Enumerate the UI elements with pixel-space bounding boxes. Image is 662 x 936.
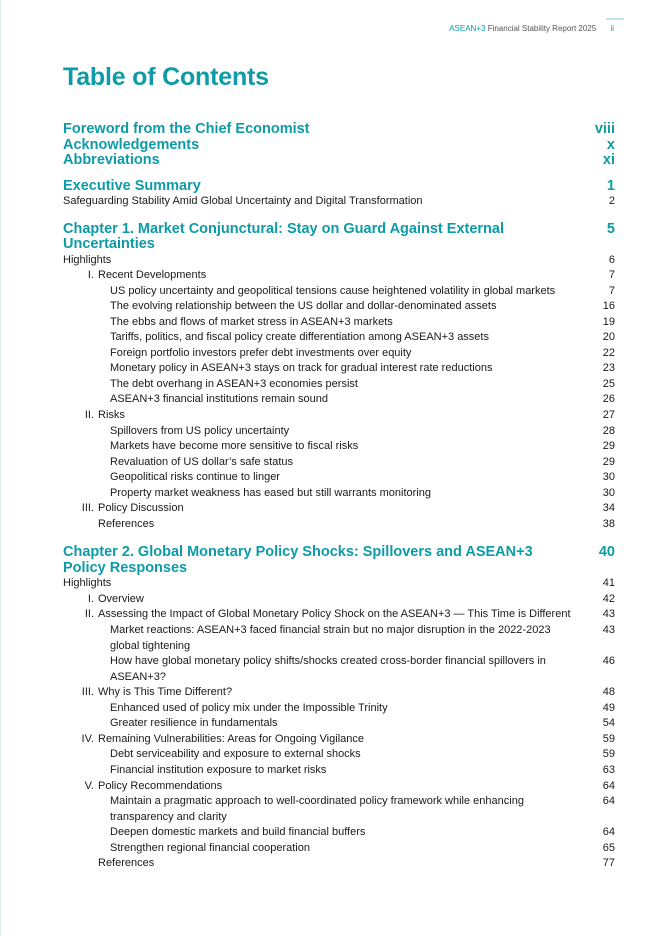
toc-entry-label: Highlights — [63, 253, 112, 266]
toc-entry[interactable] — [63, 763, 615, 779]
toc-entry[interactable] — [63, 268, 615, 284]
toc-entry-page: 6 — [608, 253, 615, 266]
toc-entry-label: Deepen domestic markets and build financial buffers — [110, 826, 366, 839]
toc-entry[interactable] — [63, 455, 615, 471]
toc-entry[interactable] — [63, 779, 615, 795]
toc-entry-label: Tariffs, politics, and fiscal policy create differentiation among ASEAN+3 assets — [110, 331, 489, 344]
toc-entry[interactable] — [63, 346, 615, 362]
toc-entry-text: Policy Recommendations — [98, 779, 223, 792]
toc-entry[interactable] — [63, 299, 615, 315]
header-brand: ASEAN+3 — [449, 24, 486, 33]
toc-entry-label: Markets have become more sensitive to fiscal risks — [110, 440, 359, 453]
toc-entry-page: 2 — [608, 195, 615, 207]
toc-entry-page: 64 — [602, 826, 615, 839]
toc-entry-page: 41 — [602, 577, 615, 590]
toc-entry-page: 29 — [602, 440, 615, 453]
toc-chapter-page: 40 — [598, 544, 615, 561]
toc-chapter-label: Chapter 1. Market Conjunctural: Stay on Guard Against External Uncertainties — [63, 220, 504, 253]
toc-entry-page: 64 — [602, 795, 615, 808]
toc-entry-page: 64 — [602, 779, 615, 792]
toc-entry-page: xi — [602, 152, 615, 168]
toc-entry-label: Revaluation of US dollar’s safe status — [110, 455, 294, 468]
toc-entry-label: The debt overhang in ASEAN+3 economies persist — [110, 377, 358, 390]
toc-entry-text: References — [98, 857, 155, 870]
toc-entry-text: Why is This Time Different? — [98, 686, 233, 699]
toc-entry[interactable] — [63, 654, 615, 685]
toc-entry[interactable] — [63, 501, 615, 517]
toc-entry-label: Property market weakness has eased but still warrants monitoring — [110, 486, 431, 499]
toc-entry-number: III. — [81, 502, 94, 515]
toc-entry-label: Greater resilience in fundamentals — [110, 717, 278, 730]
toc-entry-text: Assessing the Impact of Global Monetary Policy Shock on the ASEAN+3 — This Time is Different — [98, 608, 571, 621]
toc-chapter-1[interactable] — [63, 222, 615, 253]
toc-entry-page: 43 — [602, 624, 615, 637]
table-of-contents — [63, 122, 615, 872]
toc-entry[interactable] — [63, 732, 615, 748]
toc-entry-label: Market reactions: ASEAN+3 faced financial strain but no major disruption in the 2022-2023 global tightening — [110, 624, 551, 652]
toc-entry-page: x — [606, 136, 615, 153]
header-page-number: ii — [610, 24, 614, 33]
toc-entry-page: 28 — [602, 424, 615, 437]
toc-entry[interactable] — [63, 377, 615, 393]
toc-entry[interactable] — [63, 486, 615, 502]
toc-entry[interactable] — [63, 330, 615, 346]
toc-entry[interactable] — [63, 517, 615, 533]
toc-entry-page: 63 — [602, 763, 615, 776]
toc-entry-page: 30 — [602, 486, 615, 499]
toc-entry-page: 54 — [602, 717, 615, 730]
toc-entry-page: 43 — [602, 608, 615, 621]
toc-entry-foreword[interactable] — [63, 122, 615, 138]
toc-entry-label: The ebbs and flows of market stress in ASEAN+3 markets — [110, 315, 393, 328]
toc-entry[interactable] — [63, 284, 615, 300]
toc-entry[interactable] — [63, 701, 615, 717]
toc-entry-label: Enhanced used of policy mix under the Impossible Trinity — [110, 701, 388, 714]
toc-entry-label: Safeguarding Stability Amid Global Uncertainty and Digital Transformation — [63, 195, 423, 207]
toc-entry-number — [79, 517, 94, 533]
toc-entry-label — [63, 592, 144, 608]
toc-entry-number: II. — [84, 409, 94, 422]
toc-entry-label: Maintain a pragmatic approach to well-coordinated policy framework while enhancing transparency and clarity — [110, 795, 524, 823]
toc-entry-acknowledgements[interactable] — [63, 138, 615, 154]
toc-chapter-2[interactable] — [63, 545, 615, 576]
toc-entry[interactable] — [63, 685, 615, 701]
toc-entry-label: Debt serviceability and exposure to external shocks — [110, 748, 361, 761]
toc-entry-label — [63, 517, 154, 533]
toc-entry-label: Foreword from the Chief Economist — [63, 121, 310, 137]
toc-entry-number: V. — [84, 779, 94, 792]
toc-entry-label: ASEAN+3 financial institutions remain sound — [110, 393, 328, 406]
toc-entry-page: 49 — [602, 701, 615, 714]
toc-entry-page: 65 — [602, 841, 615, 854]
toc-entry-text: References — [98, 517, 155, 530]
toc-entry-label: Executive Summary — [63, 177, 201, 194]
toc-entry[interactable] — [63, 253, 615, 269]
toc-entry-page: 26 — [602, 393, 615, 406]
toc-entry-label — [63, 779, 222, 795]
toc-entry-number — [79, 856, 94, 872]
toc-entry-page: 59 — [602, 732, 615, 745]
toc-entry-label: Geopolitical risks continue to linger — [110, 471, 280, 484]
toc-entry-page: 46 — [602, 655, 615, 668]
toc-entry[interactable] — [63, 607, 615, 623]
toc-entry[interactable] — [63, 841, 615, 857]
toc-entry-number: I. — [87, 592, 94, 605]
chapter-2-entries — [63, 576, 615, 871]
toc-entry[interactable] — [63, 592, 615, 608]
toc-entry[interactable] — [63, 392, 615, 408]
header-report-title: Financial Stability Report 2025 — [487, 24, 597, 33]
toc-entry-number: I. — [87, 269, 94, 282]
toc-entry-label: Monetary policy in ASEAN+3 stays on track for gradual interest rate reductions — [110, 362, 493, 375]
toc-entry-page: 30 — [602, 471, 615, 484]
page-edge — [0, 0, 1, 936]
toc-entry-text: Recent Developments — [98, 269, 207, 282]
toc-entry-text: Remaining Vulnerabilities: Areas for Ongoing Vigilance — [98, 732, 364, 745]
toc-entry[interactable] — [63, 470, 615, 486]
toc-entry-number: II. — [84, 608, 94, 621]
page-title: Table of Contents — [63, 63, 269, 91]
toc-entry-label: Financial institution exposure to market risks — [110, 763, 327, 776]
toc-entry[interactable] — [63, 716, 615, 732]
toc-entry[interactable] — [63, 361, 615, 377]
toc-entry[interactable] — [63, 825, 615, 841]
toc-entry[interactable] — [63, 623, 615, 654]
toc-entry-label: Strengthen regional financial cooperation — [110, 841, 310, 854]
toc-entry-label: Spillovers from US policy uncertainty — [110, 424, 290, 437]
toc-entry[interactable] — [63, 747, 615, 763]
toc-chapter-label: Chapter 2. Global Monetary Policy Shocks: Spillovers and ASEAN+3 Policy Responses — [63, 544, 533, 576]
toc-entry-page: 77 — [602, 857, 615, 870]
toc-entry-label — [63, 501, 184, 517]
toc-entry-number: IV. — [81, 732, 94, 745]
toc-entry[interactable] — [63, 439, 615, 455]
toc-entry-page: 29 — [602, 455, 615, 468]
chapter-1-entries — [63, 253, 615, 533]
toc-entry-page: 38 — [602, 517, 615, 530]
toc-entry-label: Highlights — [63, 577, 112, 590]
toc-entry[interactable] — [63, 315, 615, 331]
toc-entry-page: 27 — [602, 409, 615, 422]
toc-entry-label: Abbreviations — [63, 152, 160, 168]
toc-entry-label — [63, 732, 364, 748]
toc-entry-executive-summary-sub[interactable] — [63, 194, 615, 210]
toc-entry-page: 19 — [602, 315, 615, 328]
toc-entry-page: 42 — [602, 592, 615, 605]
toc-entry-page: 7 — [608, 269, 615, 282]
toc-entry-page: 48 — [602, 686, 615, 699]
toc-entry-page: 16 — [602, 300, 615, 313]
toc-entry-page: viii — [594, 121, 615, 137]
toc-entry-text: Policy Discussion — [98, 502, 184, 515]
toc-entry-label — [63, 408, 125, 424]
toc-entry-label: The evolving relationship between the US dollar and dollar-denominated assets — [110, 300, 497, 313]
toc-entry-text: Overview — [98, 592, 144, 605]
toc-entry-page: 20 — [602, 331, 615, 344]
toc-entry[interactable] — [63, 856, 615, 872]
toc-entry-label: Acknowledgements — [63, 136, 200, 153]
toc-entry-page: 23 — [602, 362, 615, 375]
toc-entry-label — [63, 607, 571, 623]
toc-entry[interactable] — [63, 794, 615, 825]
toc-entry-label: Foreign portfolio investors prefer debt investments over equity — [110, 346, 412, 359]
toc-entry-label — [63, 268, 206, 284]
running-header — [449, 24, 614, 33]
toc-entry-page: 59 — [602, 748, 615, 761]
toc-entry[interactable] — [63, 424, 615, 440]
toc-entry-abbreviations[interactable] — [63, 153, 615, 169]
toc-entry-page: 34 — [602, 502, 615, 515]
toc-entry-number: III. — [81, 686, 94, 699]
toc-chapter-page: 5 — [606, 220, 615, 237]
toc-entry-page: 22 — [602, 346, 615, 359]
toc-entry-text: Risks — [98, 409, 125, 422]
toc-entry-label: How have global monetary policy shifts/shocks created cross-border financial spillovers in ASEAN+3? — [110, 655, 546, 683]
toc-entry-label — [63, 685, 232, 701]
toc-entry-page: 1 — [606, 177, 615, 194]
toc-entry[interactable] — [63, 576, 615, 592]
toc-entry-executive-summary[interactable] — [63, 179, 615, 195]
toc-entry[interactable] — [63, 408, 615, 424]
toc-entry-label — [63, 856, 154, 872]
toc-entry-label: US policy uncertainty and geopolitical tensions cause heightened volatility in global markets — [110, 284, 556, 297]
toc-entry-page: 25 — [602, 377, 615, 390]
toc-entry-page: 7 — [608, 284, 615, 297]
